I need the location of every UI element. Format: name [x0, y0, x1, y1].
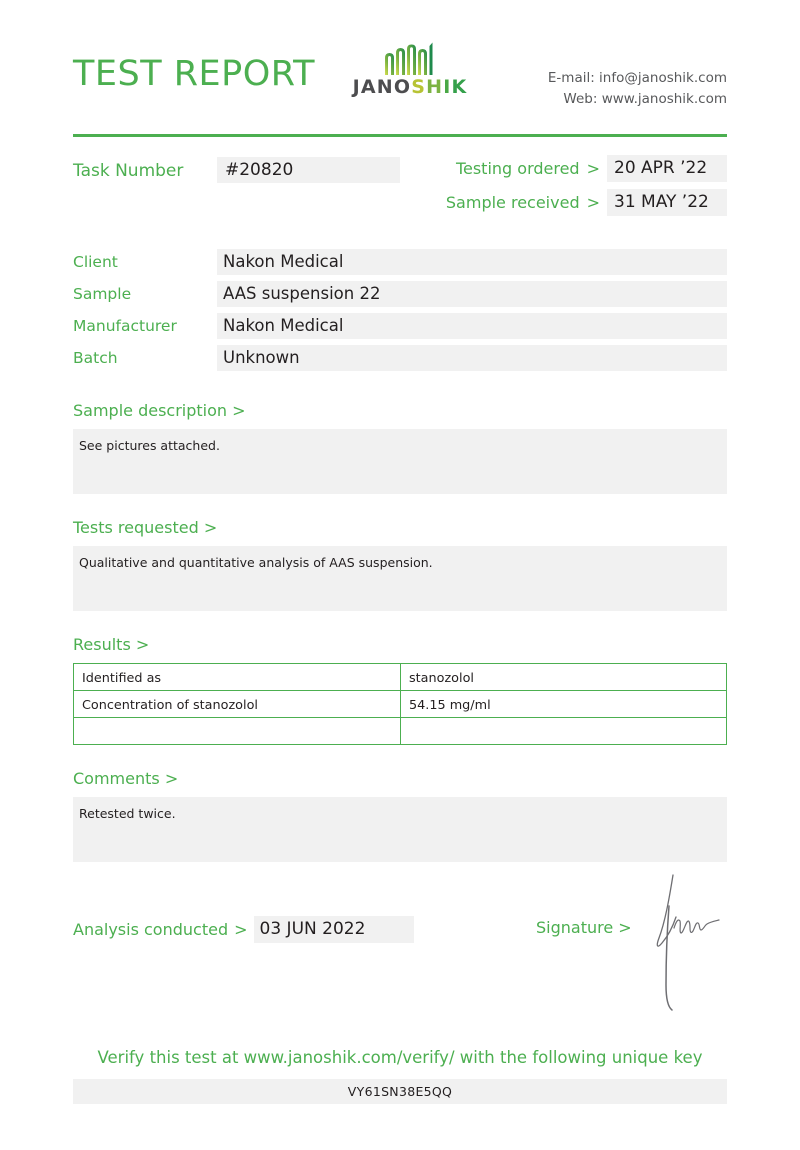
- results-title: Results >: [73, 635, 150, 654]
- result-value-cell: [401, 718, 727, 745]
- janoshik-logo: [345, 42, 475, 97]
- ascending-bars-logo-mark: [382, 42, 438, 76]
- analysis-signature-area: [73, 898, 727, 1018]
- table-row: [74, 664, 727, 691]
- testing-ordered-row: [446, 155, 727, 181]
- result-value-cell: stanozolol: [401, 664, 727, 691]
- result-name-cell: Concentration of stanozolol: [74, 691, 401, 718]
- header-divider: [73, 134, 727, 137]
- handwritten-signature: [645, 870, 740, 1015]
- field-row-manufacturer: [73, 313, 727, 345]
- field-row-sample: [73, 281, 727, 313]
- analysis-conducted-caret: >: [234, 920, 248, 939]
- task-and-dates-row: [73, 159, 727, 221]
- tests-requested-section: [73, 518, 727, 611]
- table-row: [74, 691, 727, 718]
- report-header: [73, 42, 727, 120]
- results-table: [73, 663, 727, 745]
- batch-value: Unknown: [217, 345, 727, 371]
- contact-email: E-mail: info@janoshik.com: [547, 70, 727, 86]
- testing-ordered-caret: >: [586, 158, 600, 178]
- result-name-cell: [74, 718, 401, 745]
- signature-label: Signature >: [536, 918, 632, 937]
- sample-received-value: 31 MAY ’22: [607, 189, 727, 216]
- testing-ordered-value: 20 APR ’22: [607, 155, 727, 182]
- comments-title: Comments >: [73, 769, 179, 788]
- analysis-conducted-value: 03 JUN 2022: [254, 916, 414, 943]
- contact-info: [548, 68, 727, 110]
- sample-description-box: See pictures attached.: [73, 429, 727, 494]
- manufacturer-label: Manufacturer: [73, 317, 177, 335]
- result-name-cell: Identified as: [74, 664, 401, 691]
- unique-key-box: VY61SN38E5QQ: [73, 1079, 727, 1104]
- results-section: [73, 635, 727, 745]
- page-title: TEST REPORT: [73, 54, 315, 94]
- tests-requested-title: Tests requested >: [73, 518, 218, 537]
- sample-value: AAS suspension 22: [217, 281, 727, 307]
- sample-label: Sample: [73, 285, 132, 303]
- result-value-cell: 54.15 mg/ml: [401, 691, 727, 718]
- logo-wordmark: [345, 78, 475, 97]
- sample-description-section: [73, 401, 727, 494]
- logo-word-i: I: [443, 76, 452, 98]
- logo-word-jano: JANO: [352, 76, 412, 98]
- testing-ordered-label: Testing ordered: [455, 158, 580, 178]
- manufacturer-value: Nakon Medical: [217, 313, 727, 339]
- field-row-batch: [73, 345, 727, 377]
- client-value: Nakon Medical: [217, 249, 727, 275]
- sample-description-title: Sample description >: [73, 401, 246, 420]
- logo-word-h: H: [426, 76, 444, 98]
- batch-label: Batch: [73, 349, 118, 367]
- sample-received-label: Sample received: [445, 192, 580, 212]
- table-row: [74, 718, 727, 745]
- verify-text: Verify this test at www.janoshik.com/verify/ with the following unique key: [97, 1048, 703, 1067]
- task-number-value: #20820: [217, 157, 400, 183]
- dates-block: [446, 155, 727, 223]
- analysis-conducted-row: [73, 916, 414, 943]
- analysis-conducted-label: Analysis conducted: [73, 920, 229, 939]
- contact-web: Web: www.janoshik.com: [563, 90, 727, 107]
- sample-received-caret: >: [586, 192, 600, 212]
- sample-received-row: [446, 189, 727, 215]
- logo-word-s: S: [411, 76, 427, 98]
- comments-section: [73, 769, 727, 862]
- task-number-label: Task Number: [73, 161, 184, 181]
- client-fields: [73, 249, 727, 377]
- logo-word-k: K: [451, 76, 468, 98]
- comments-box: Retested twice.: [73, 797, 727, 862]
- tests-requested-box: Qualitative and quantitative analysis of AAS suspension.: [73, 546, 727, 611]
- client-label: Client: [73, 253, 118, 271]
- field-row-client: [73, 249, 727, 281]
